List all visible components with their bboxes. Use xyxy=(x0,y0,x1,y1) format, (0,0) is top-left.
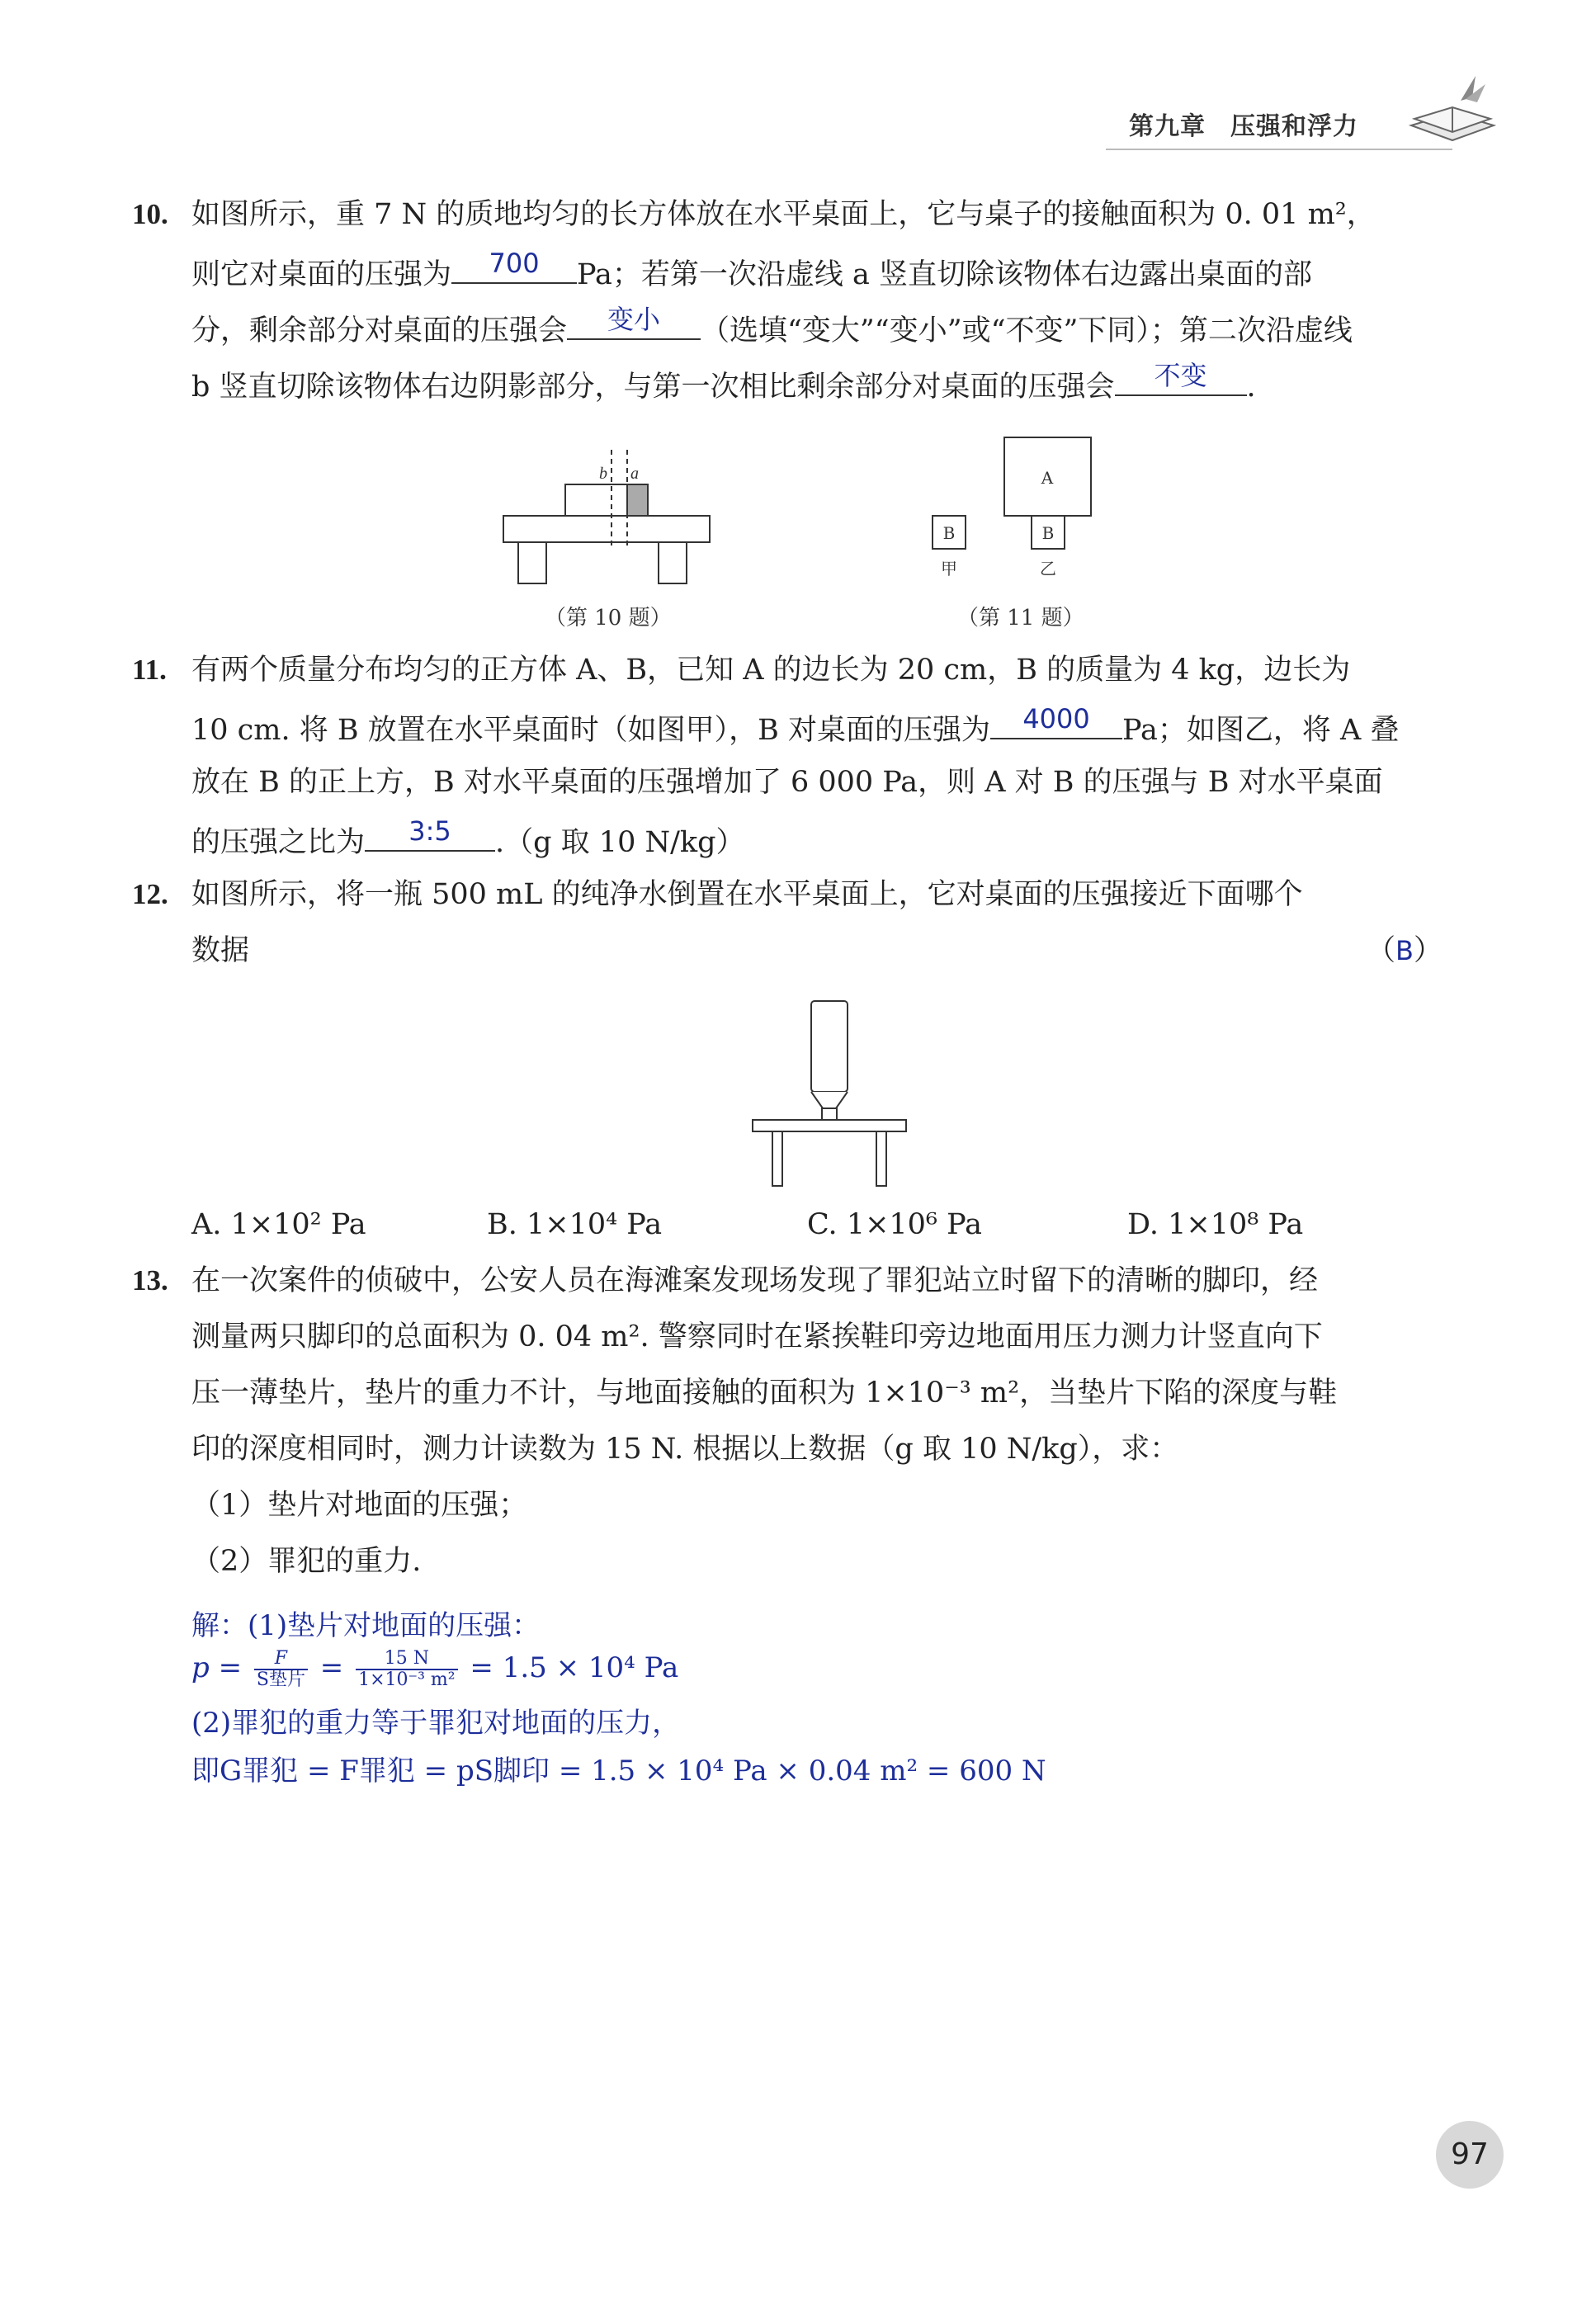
q11-number: 11. xyxy=(132,654,167,686)
q12-answer: B xyxy=(1395,935,1414,966)
q11-line4-before: 的压强之比为 xyxy=(191,826,366,859)
q11-line3: 放在 B 的正上方，B 对水平桌面的压强增加了 6 000 Pa，则 A 对 B 的压强与 B 对水平桌面 xyxy=(191,766,1383,799)
option-d-value: 1×10⁸ Pa xyxy=(1168,1208,1304,1241)
q12-line1: 如图所示，将一瓶 500 mL 的纯净水倒置在水平桌面上，它对桌面的压强接近下面哪个 xyxy=(191,878,1303,911)
solution-p-eq: p = xyxy=(191,1651,243,1684)
figure-12 xyxy=(743,994,924,1193)
q10-blank1 xyxy=(451,248,577,284)
option-b-value: 1×10⁴ Pa xyxy=(526,1208,663,1241)
q12-paren-right: ） xyxy=(1413,934,1443,967)
q10-line2-after: Pa；若第一次沿虚线 a 竖直切除该物体右边露出桌面的部 xyxy=(577,258,1312,291)
q11-line1: 有两个质量分布均匀的正方体 A、B，已知 A 的边长为 20 cm，B 的质量为 4 kg，边长为 xyxy=(191,654,1351,687)
q10-line2-before: 则它对桌面的压强为 xyxy=(191,258,452,291)
q10-line2 xyxy=(191,248,1312,293)
block-body xyxy=(565,484,627,516)
frac2-den: 1×10⁻³ m² xyxy=(358,1670,456,1690)
bottle-body xyxy=(811,1001,848,1092)
solution-frac1 xyxy=(254,1649,308,1690)
q11-line4 xyxy=(191,815,745,861)
q10-answer2: 变小 xyxy=(607,304,661,335)
chapter-label: 第九章 xyxy=(1129,112,1206,141)
label-a: a xyxy=(630,465,639,483)
figure-11 xyxy=(924,429,1106,594)
q13-line3: 压一薄垫片，垫片的重力不计，与地面接触的面积为 1×10⁻³ m²，当垫片下陷的深度与鞋 xyxy=(191,1377,1338,1410)
bottle-cap xyxy=(822,1108,837,1120)
overhang-part xyxy=(627,484,648,516)
q10-line4-before: b 竖直切除该物体右边阴影部分，与第一次相比剩余部分对桌面的压强会 xyxy=(191,371,1115,404)
label-b: b xyxy=(599,465,607,483)
solution-line1: 解：(1)垫片对地面的压强： xyxy=(191,1609,541,1642)
q13-line2: 测量两只脚印的总面积为 0. 04 m². 警察同时在紧挨鞋印旁边地面用压力测力计竖直向下 xyxy=(191,1320,1323,1353)
q10-number: 10. xyxy=(132,198,168,230)
chapter-header xyxy=(1129,106,1358,142)
solution-line3: (2)罪犯的重力等于罪犯对地面的压力， xyxy=(191,1707,681,1740)
option-c-label: C. xyxy=(807,1208,838,1241)
q10-blank3 xyxy=(1115,360,1247,396)
option-d xyxy=(1127,1207,1303,1243)
frac2-num: 15 N xyxy=(356,1649,458,1670)
q10-answer1: 700 xyxy=(489,248,540,279)
q10-line4-after: . xyxy=(1246,371,1256,404)
q10-line3 xyxy=(191,304,1353,349)
frac1-num: F xyxy=(254,1649,308,1670)
q11-answer2: 3:5 xyxy=(408,815,451,847)
table-leg-12-right xyxy=(876,1131,886,1186)
option-c-value: 1×10⁶ Pa xyxy=(846,1208,982,1241)
frac1-den: S垫片 xyxy=(256,1670,305,1690)
header-rule xyxy=(1106,149,1452,150)
solution-line4: 即G罪犯 = F罪犯 = pS脚印 = 1.5 × 10⁴ Pa × 0.04 m² = 600 N xyxy=(191,1755,1046,1788)
option-d-label: D. xyxy=(1127,1208,1159,1241)
option-b xyxy=(487,1207,662,1243)
q13-sub2: （2）罪犯的重力. xyxy=(191,1545,422,1578)
q13-number: 13. xyxy=(132,1264,168,1296)
label-B-yi: B xyxy=(1041,523,1055,543)
q11-blank2 xyxy=(365,815,495,852)
q12-paren-left: （ xyxy=(1367,934,1396,967)
q13-sub1: （1）垫片对地面的压强； xyxy=(191,1489,528,1522)
q11-line2-after: Pa；如图乙，将 A 叠 xyxy=(1122,714,1400,747)
figure-10 xyxy=(495,442,743,590)
table-top xyxy=(503,516,710,542)
label-B-jia: B xyxy=(942,523,956,543)
q11-line2-before: 10 cm. 将 B 放置在水平桌面时（如图甲），B 对桌面的压强为 xyxy=(191,714,991,747)
table-leg-left xyxy=(518,542,546,583)
table-leg-right xyxy=(659,542,687,583)
solution-eq: = xyxy=(319,1651,344,1684)
label-A: A xyxy=(1041,468,1054,488)
chapter-title: 压强和浮力 xyxy=(1230,112,1358,141)
table-leg-12-left xyxy=(772,1131,782,1186)
option-b-label: B. xyxy=(487,1208,517,1241)
q10-line3-after: （选填“变大”“变小”或“不变”下同）；第二次沿虚线 xyxy=(701,314,1353,347)
q13-line1: 在一次案件的侦破中，公安人员在海滩案发现场发现了罪犯站立时留下的清晰的脚印，经 xyxy=(191,1264,1319,1297)
solution-frac2 xyxy=(356,1649,458,1690)
fig10-caption: （第 10 题） xyxy=(545,606,672,630)
book-icon xyxy=(1403,68,1502,150)
option-c xyxy=(807,1207,982,1243)
q13-line4: 印的深度相同时，测力计读数为 15 N. 根据以上数据（g 取 10 N/kg），求： xyxy=(191,1433,1179,1466)
q10-line1: 如图所示，重 7 N 的质地均匀的长方体放在水平桌面上，它与桌子的接触面积为 0. 01 m²， xyxy=(191,198,1376,231)
option-a-label: A. xyxy=(191,1208,222,1241)
option-a xyxy=(191,1207,366,1243)
q12-line2: 数据 xyxy=(191,934,250,967)
q12-number: 12. xyxy=(132,878,168,910)
label-jia: 甲 xyxy=(941,559,957,579)
table-top-12 xyxy=(753,1120,906,1131)
q10-line4 xyxy=(191,360,1256,405)
label-yi: 乙 xyxy=(1040,559,1056,579)
q10-line3-before: 分，剩余部分对桌面的压强会 xyxy=(191,314,568,347)
q10-answer3: 不变 xyxy=(1154,360,1207,391)
q11-line4-after: .（g 取 10 N/kg） xyxy=(495,826,745,859)
solution-line2 xyxy=(191,1649,678,1690)
solution-result1: = 1.5 × 10⁴ Pa xyxy=(470,1651,679,1684)
q12-answer-paren xyxy=(1367,933,1443,969)
option-a-value: 1×10² Pa xyxy=(230,1208,366,1241)
bottle-neck xyxy=(811,1092,848,1108)
q11-blank1 xyxy=(990,703,1122,739)
page-number: 97 xyxy=(1436,2121,1504,2189)
q11-answer1: 4000 xyxy=(1022,703,1090,734)
q10-blank2 xyxy=(567,304,701,340)
q11-line2 xyxy=(191,703,1400,749)
fig11-caption: （第 11 题） xyxy=(957,606,1084,630)
